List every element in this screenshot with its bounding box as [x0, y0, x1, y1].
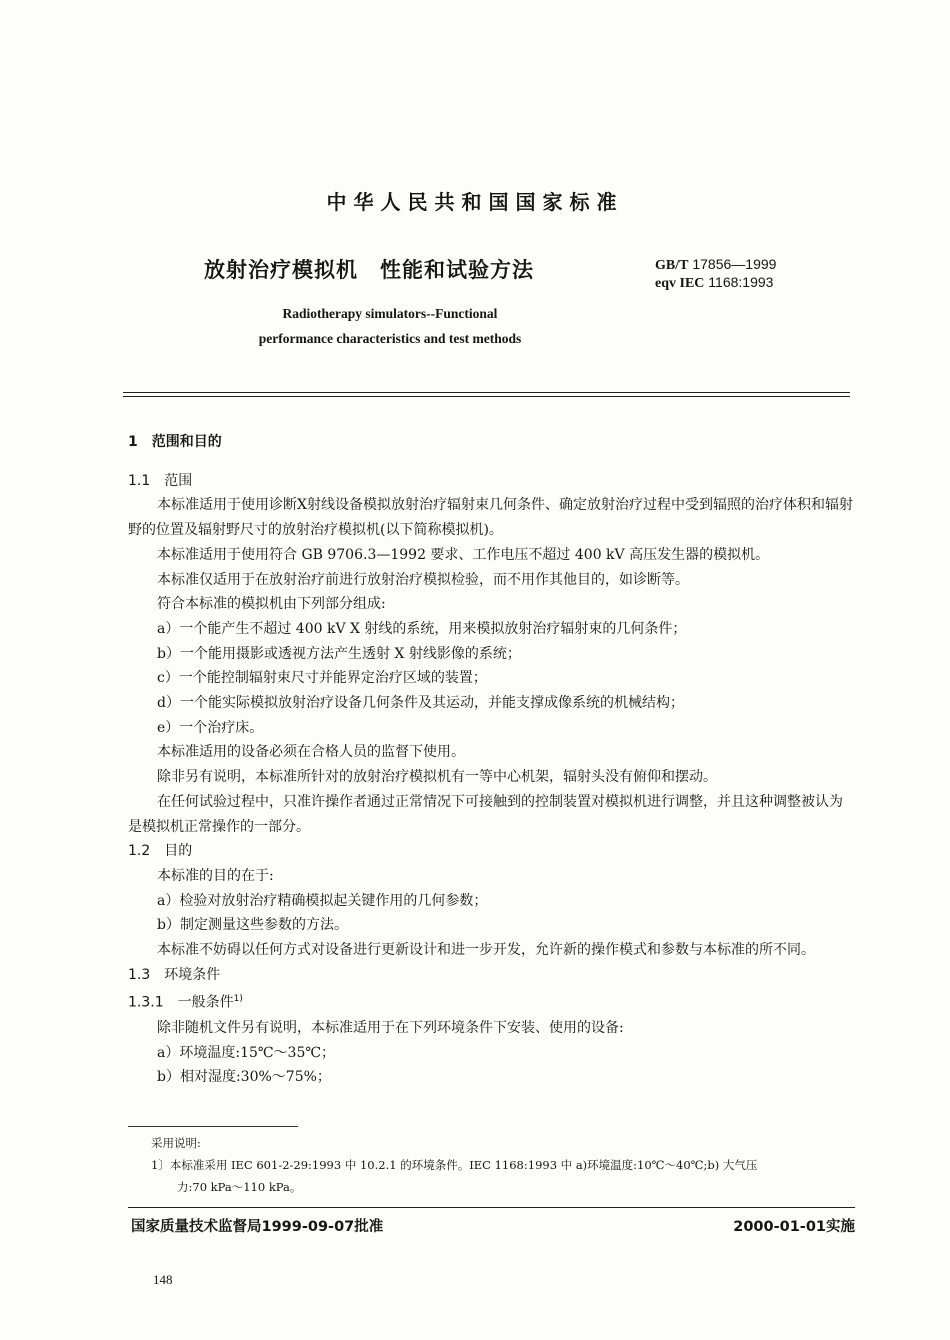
- document-title-en: [200, 301, 580, 351]
- eqv-prefix: eqv IEC: [655, 276, 705, 291]
- paragraph: 本标准适用于使用诊断X射线设备模拟放射治疗辐射束几何条件、确定放射治疗过程中受到辐照的治疗体积和辐射野的位置及辐射野尺寸的放射治疗模拟机(以下简称模拟机)。: [128, 497, 853, 539]
- approval-line: 国家质量技术监督局1999-09-07批准: [131, 1219, 384, 1235]
- list-item: a）环境温度:15℃～35℃；: [157, 1044, 336, 1061]
- footer-rule: [128, 1207, 855, 1208]
- paragraph: 除非随机文件另有说明，本标准适用于在下列环境条件下安装、使用的设备:: [157, 1019, 624, 1036]
- list-item: a）一个能产生不超过 400 kV X 射线的系统，用来模拟放射治疗辐射束的几何条件；: [157, 620, 687, 637]
- paragraph: 在任何试验过程中，只准许操作者通过正常情况下可接触到的控制装置对模拟机进行调整，并且这种调整被认为是模拟机正常操作的一部分。: [128, 793, 843, 835]
- section-1-1-heading: 1.1 范围: [128, 472, 193, 489]
- footnote-separator: [128, 1126, 298, 1127]
- header-rule-bottom: [123, 396, 850, 397]
- paragraph: 本标准不妨碍以任何方式对设备进行更新设计和进一步开发，允许新的操作模式和参数与本标准的所不同。: [157, 942, 815, 959]
- list-item: b）相对湿度:30%～75%；: [157, 1069, 331, 1086]
- paragraph: 本标准适用的设备必须在合格人员的监督下使用。: [157, 744, 465, 761]
- std-number: 17856—1999: [692, 256, 777, 272]
- footnote-ref[interactable]: 1): [233, 994, 243, 1005]
- note-label: 采用说明:: [151, 1136, 201, 1150]
- effective-date: 2000-01-01实施: [733, 1219, 855, 1235]
- section-1-3-1-heading: [128, 987, 853, 1015]
- paragraph: 除非另有说明，本标准所针对的放射治疗模拟机有一等中心机架，辐射头没有俯仰和摆动。: [157, 769, 717, 786]
- page-number: 148: [153, 1272, 173, 1287]
- list-item: d）一个能实际模拟放射治疗设备几何条件及其运动，并能支撑成像系统的机械结构；: [157, 695, 684, 712]
- header-rule-top: [123, 392, 850, 393]
- eqv-number: 1168:1993: [708, 274, 774, 290]
- national-standard-heading: 中华人民共和国国家标准: [326, 190, 624, 214]
- title-en-line2: performance characteristics and test methods: [258, 331, 522, 346]
- body-content: [128, 430, 853, 1090]
- std-prefix: GB/T: [655, 258, 689, 273]
- section-1-3-heading: 1.3 环境条件: [128, 966, 221, 983]
- list-item: a）检验对放射治疗精确模拟起关键作用的几何参数；: [157, 892, 488, 909]
- title-en-line1: Radiotherapy simulators--Functional: [282, 306, 498, 321]
- adoption-note: [151, 1132, 861, 1198]
- note-line-2: 力:70 kPa～110 kPa。: [177, 1180, 302, 1194]
- paragraph: 符合本标准的模拟机由下列部分组成:: [157, 596, 386, 613]
- standard-number-block: [655, 256, 776, 292]
- document-title-cn: 放射治疗模拟机 性能和试验方法: [204, 258, 534, 282]
- list-item: e）一个治疗床。: [157, 719, 264, 736]
- list-item: b）一个能用摄影或透视方法产生透射 X 射线影像的系统；: [157, 645, 521, 662]
- paragraph: 本标准仅适用于在放射治疗前进行放射治疗模拟检验，而不用作其他目的，如诊断等。: [157, 571, 689, 588]
- section-1-3-1-text: 1.3.1 一般条件: [128, 995, 234, 1012]
- section-1-2-heading: 1.2 目的: [128, 843, 193, 860]
- list-item: c）一个能控制辐射束尺寸并能界定治疗区域的装置；: [157, 670, 487, 687]
- paragraph: 本标准适用于使用符合 GB 9706.3—1992 要求、工作电压不超过 400 kV 高压发生器的模拟机。: [157, 546, 770, 563]
- paragraph: 本标准的目的在于:: [157, 867, 274, 884]
- note-line-1: 1〕本标准采用 IEC 601-2-29:1993 中 10.2.1 的环境条件。IEC 1168:1993 中 a)环境温度:10℃～40℃;b) 大气压: [151, 1158, 758, 1172]
- section-1-heading: 1 范围和目的: [128, 434, 222, 450]
- list-item: b）制定测量这些参数的方法。: [157, 917, 348, 934]
